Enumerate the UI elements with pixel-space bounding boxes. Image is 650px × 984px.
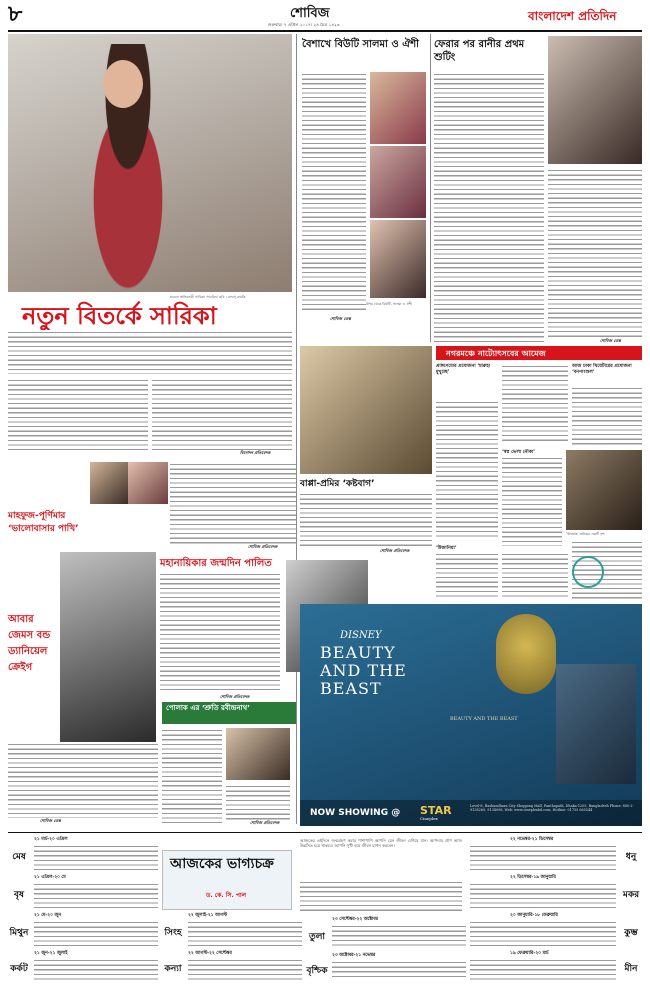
lead-photo <box>8 34 292 292</box>
sign-range: ২৩ সেপ্টেম্বর-২২ অক্টোবর <box>332 917 379 922</box>
suchitra-body <box>160 572 280 692</box>
sign-icon: কন্যা <box>164 963 182 974</box>
ad-title-right: BEAUTY AND THE BEAST <box>450 716 518 722</box>
lead-story-body-2 <box>8 378 148 450</box>
sign-block <box>162 912 302 948</box>
sign-block <box>470 912 642 948</box>
swapno-title: ‘স্বপ্ন ভেলা নৌকা’ <box>502 450 536 455</box>
strip-title: নগরমঞ্চে নাট্যোৎসবের আমেজ <box>446 349 546 358</box>
oishi-photo <box>370 220 426 298</box>
ad-movie-title: BEAUTY AND THE BEAST <box>320 643 407 698</box>
sign-icon: মেষ <box>12 851 26 862</box>
rani-body-1 <box>434 72 544 342</box>
sign-text <box>34 844 158 870</box>
polok-photo <box>226 728 290 780</box>
header-rule <box>8 30 642 32</box>
sign-range: ২১ মে-২০ জুন <box>34 913 62 918</box>
ad-brand: DISNEY <box>340 630 382 641</box>
column-rule-2 <box>430 34 431 342</box>
sign-text <box>188 958 302 980</box>
strip-bottom-title: ‘উজানিয়া’ <box>436 546 457 551</box>
sign-text <box>188 920 302 946</box>
bappa-body <box>300 492 432 548</box>
ad-figure-beast <box>556 664 636 784</box>
sign-range: ২৩ অক্টোবর-২১ নভেম্বর <box>332 953 376 958</box>
bond-photo <box>60 552 156 742</box>
sign-block <box>470 874 642 910</box>
newspaper-name: বাংলাদেশ প্রতিদিন <box>528 9 617 23</box>
boishakh-title: বৈশাখে বিউটি সালমা ও ঐশী <box>302 39 420 50</box>
sign-block <box>8 836 158 872</box>
bond-body <box>8 742 158 818</box>
beauty-beast-ad[interactable] <box>300 604 642 826</box>
sign-range: ২১ মার্চ-২০ এপ্রিল <box>34 837 68 842</box>
sign-text <box>34 920 158 946</box>
section-title: শোবিজ <box>290 6 330 21</box>
rani-photo <box>548 36 642 164</box>
beauty-photo <box>370 72 426 144</box>
sign-icon: তুলা <box>308 931 326 942</box>
purnima-photo <box>128 462 168 504</box>
bond-title-line-3: ড্যানিয়েল <box>8 646 48 657</box>
ad-cinema: STAR <box>420 804 452 817</box>
sign-block <box>162 950 302 982</box>
sign-icon: কর্কট <box>10 963 28 974</box>
sign-icon: সিংহ <box>164 927 182 938</box>
issue-date: শুক্রবার। ৭ এপ্রিল ২০১৭। ২৪ চৈত্র ১৪২৩ <box>268 22 340 27</box>
horoscope-rule <box>8 832 642 833</box>
bond-title-line-2: জেমস বন্ড <box>8 630 51 641</box>
sign-icon: বৃষ <box>14 889 24 900</box>
sign-text <box>34 958 158 980</box>
polok-body <box>162 728 222 824</box>
lead-story-body-3 <box>152 378 292 450</box>
bappa-dept: শোবিজ প্রতিবেদক <box>380 548 410 553</box>
udbhranto-photo <box>566 450 642 530</box>
boishakh-dept: শোবিজ ডেস্ক <box>330 316 351 321</box>
sign-range: ২২ আগস্ট-২২ সেপ্টেম্বর <box>188 951 232 956</box>
boishakh-caption: উপর থেকে বিউটি, সালমা ও ঐশী <box>366 302 412 306</box>
sign-block <box>306 952 466 982</box>
horoscope-author: ড. কে. সি. পাল <box>206 892 247 899</box>
ad-tagline: NOW SHOWING @ <box>310 808 401 818</box>
strip-bottom-body-1 <box>436 552 498 600</box>
polok-title: পোলাক এর ‘শ্রুতি রবীন্দ্রনাথ’ <box>166 704 250 712</box>
sign-text <box>34 882 158 908</box>
strip-bottom-body-2 <box>502 552 568 600</box>
sign-range: ২২ ডিসেম্বর-১৯ জানুয়ারি <box>510 875 556 880</box>
sign-icon: মিথুন <box>9 927 29 938</box>
lead-story-body <box>8 330 292 374</box>
polok-body-2 <box>226 784 290 820</box>
sign-range: ২১ এপ্রিল-২০ মে <box>34 875 66 880</box>
bond-title-line-1: আবার <box>8 614 34 625</box>
sign-icon: বৃশ্চিক <box>306 965 328 976</box>
swapno-body <box>502 456 562 546</box>
ad-address: Level-8, Bashundhara City Shopping Mall, Panthapath, Dhaka-1205, Bangladesh Phone: 880-2-9138260, 9134098, Web: www.cineplexbd.com, Hotline: 01755 665544 <box>470 804 634 813</box>
sign-block <box>470 836 642 872</box>
strip-col1-body <box>436 400 498 540</box>
sign-range: ২২ জুলাই-২১ আগস্ট <box>188 913 228 918</box>
sign-text <box>470 920 616 946</box>
lead-dept: বিনোদন প্রতিবেদক <box>240 450 271 455</box>
sign-text <box>470 844 616 870</box>
bappa-title: বাপ্পা-প্রমির ‘কষ্টবাগ’ <box>300 479 375 489</box>
sign-range: ২২ নভেম্বর-২১ ডিসেম্বর <box>510 837 554 842</box>
sign-text <box>470 958 616 980</box>
horoscope-center-text: আজকের এইদিনে জন্মগ্রহণ করার পাশাপাশি আপনি যেন জীবন এগিয়ে যান। আপনার প্রাণ আজ উল্লসিত হয়ে থাকবে। আপনি সুখী হয়ে জীবন যাপন করবেন। <box>300 838 462 848</box>
bappa-photo <box>300 346 432 474</box>
mahfuz-title: মাহফুজ-পূর্ণিমার ‘ভালোবাসার পাখি’ <box>8 511 79 534</box>
sign-block <box>8 874 158 910</box>
sign-block <box>470 950 642 982</box>
sign-icon: ধনু <box>625 851 637 862</box>
column-rule <box>296 34 297 824</box>
rani-dept: শোবিজ ডেস্ক <box>600 338 621 343</box>
lead-photo-caption: মডেল অভিনেত্রী সারিকা সাবরিন। ছবি : রাফস্ রুমকি <box>170 295 246 299</box>
mahfuz-body <box>170 462 296 544</box>
sign-block <box>306 916 466 950</box>
sign-icon: কুম্ভ <box>624 927 638 938</box>
sign-range: ১৯ ফেব্রুয়ারি-২০ মার্চ <box>510 951 549 956</box>
sign-range: ২০ জানুয়ারি-১৮ ফেব্রুয়ারি <box>510 913 558 918</box>
suchitra-dept: শোবিজ প্রতিবেদক <box>220 694 250 699</box>
strip-col2-body <box>502 364 568 444</box>
ad-cinema-sub: Cineplex <box>420 816 438 821</box>
ad-figure-belle <box>496 614 556 694</box>
bond-dept: শোবিজ ডেস্ক <box>40 818 61 823</box>
sign-text <box>332 924 466 948</box>
strip-col1-title: প্রাঙ্গণেমোর প্রযোজনা ‘চারুহা মুখুচ্ছে’ <box>436 364 491 375</box>
bond-title-line-4: ক্রেইগ <box>8 662 33 673</box>
lead-headline: নতুন বিতর্কে সারিকা <box>22 302 217 330</box>
mahfuz-photo <box>90 462 128 504</box>
suchitra-title: মহানায়িকার জন্মদিন পালিত <box>160 558 272 569</box>
sign-icon: মীন <box>624 963 638 974</box>
rani-title: ফেরার পর রানীর প্রথম শুটিং <box>434 39 525 63</box>
strip-col3-body <box>572 386 642 446</box>
boishakh-body <box>302 72 366 312</box>
polok-dept: শোবিজ প্রতিবেদক <box>250 820 280 825</box>
sign-block <box>8 912 158 948</box>
horoscope-center-body <box>300 880 462 912</box>
sign-range: ২১ জুন-২১ জুলাই <box>34 951 68 956</box>
salma-photo <box>370 146 426 218</box>
udbhranto-caption: ‘উদভ্রান্ত’ নাটকের একটি দৃশ্য <box>566 532 605 536</box>
sign-icon: মকর <box>622 889 640 900</box>
model-face <box>103 60 143 108</box>
mahfuz-dept: শোবিজ প্রতিবেদক <box>248 544 278 549</box>
page-number: ৮ <box>8 2 23 27</box>
strip-col3-title: আজ ঢাকা থিয়েটারের প্রযোজনা ‘বনপাংশুল’ <box>572 364 632 375</box>
sign-text <box>332 960 466 980</box>
horoscope-title: আজকের ভাগ্যচক্র <box>170 856 274 872</box>
festival-logo <box>572 556 604 588</box>
rani-body-2 <box>548 168 642 338</box>
sign-block <box>8 950 158 982</box>
sign-text <box>470 882 616 908</box>
